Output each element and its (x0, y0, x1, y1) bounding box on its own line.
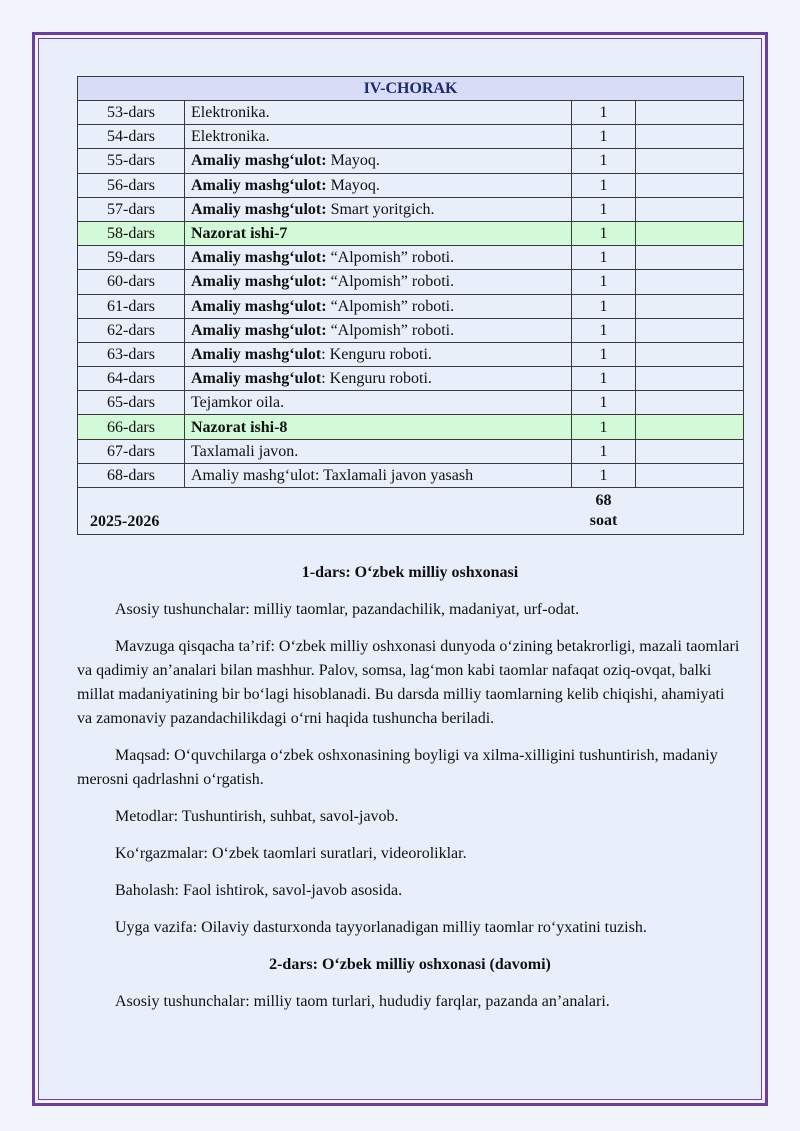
lesson-hours: 1 (572, 149, 636, 173)
lesson-topic-bold: Nazorat ishi-8 (191, 418, 288, 436)
lesson-topic-bold: Amaliy mashg‘ulot: (191, 273, 327, 291)
lesson-topic-bold: Amaliy mashg‘ulot: (191, 200, 327, 218)
lesson-topic-text: Taxlamali javon. (191, 442, 299, 460)
lesson-topic (185, 415, 572, 439)
lesson-topic-text: Mayoq. (326, 176, 380, 194)
lesson-topic (185, 221, 572, 245)
table-row (78, 149, 744, 173)
lesson2-concepts: Asosiy tushunchalar: milliy taom turlari, hududiy farqlar, pazanda an’analari. (115, 993, 610, 1010)
table-row (78, 270, 744, 294)
total-hours: 68 soat (572, 488, 636, 535)
lesson-topic-text: Mayoq. (326, 152, 380, 170)
lesson-text (77, 561, 743, 1014)
lesson-topic-bold: Amaliy mashg‘ulot: (191, 176, 327, 194)
empty-cell (636, 391, 744, 415)
lesson-topic (185, 101, 572, 125)
empty-cell (636, 101, 744, 125)
lesson-number: 61-dars (78, 294, 185, 318)
empty-cell (636, 221, 744, 245)
lesson-number: 54-dars (78, 125, 185, 149)
lesson-topic (185, 149, 572, 173)
lesson-topic-bold: Amaliy mashg‘ulot: (191, 249, 327, 267)
table-row (78, 125, 744, 149)
lesson1-goal: Maqsad: O‘quvchilarga o‘zbek oshxonasining boyligi va xilma-xilligini tushuntirish, madaniy merosni qadrlashni o‘rgatish. (77, 747, 718, 788)
table-row (78, 221, 744, 245)
lesson-hours: 1 (572, 246, 636, 270)
lesson1-title: 1-dars: O‘zbek milliy oshxonasi (301, 564, 519, 581)
lesson-plan-table (77, 76, 744, 535)
lesson2-title: 2-dars: O‘zbek milliy oshxonasi (davomi) (269, 956, 551, 973)
academic-year: 2025-2026 (78, 488, 185, 535)
lesson-topic (185, 439, 572, 463)
lesson-topic (185, 197, 572, 221)
lesson-topic-text: Amaliy mashg‘ulot: Taxlamali javon yasash (191, 466, 474, 484)
lesson-topic-bold: Amaliy mashg‘ulot (191, 345, 322, 363)
lesson-topic-text: Tejamkor oila. (191, 394, 285, 412)
lesson-topic-text: “Alpomish” roboti. (326, 297, 455, 315)
lesson1-description: Mavzuga qisqacha ta’rif: O‘zbek milliy oshxonasi dunyoda o‘zining betakrorligi, mazali taomlari va qadimiy an’analari bilan mashhur. Palov, somsa, lag‘mon kabi taomlar nafaqat oziq-ovqat, balki millat madaniyatining bir bo‘lagi hisoblanadi. Bu darsda milliy taomlarning kelib chiqishi, ahamiyati va zamonaviy pazandachilikdagi o‘rni haqida tushuncha beriladi. (77, 638, 740, 727)
lesson-topic-bold: Amaliy mashg‘ulot: (191, 152, 327, 170)
lesson-number: 64-dars (78, 367, 185, 391)
lesson-topic (185, 294, 572, 318)
lesson1-methods: Metodlar: Tushuntirish, suhbat, savol-javob. (115, 808, 399, 825)
lesson-hours: 1 (572, 294, 636, 318)
lesson-number: 67-dars (78, 439, 185, 463)
lesson1-concepts: Asosiy tushunchalar: milliy taomlar, pazandachilik, madaniyat, urf-odat. (115, 601, 580, 618)
empty-cell (636, 173, 744, 197)
table-row (78, 415, 744, 439)
lesson1-assessment: Baholash: Faol ishtirok, savol-javob asosida. (115, 882, 403, 899)
empty-cell (636, 318, 744, 342)
lesson-number: 68-dars (78, 463, 185, 487)
quarter-heading: IV-CHORAK (78, 77, 744, 101)
document-content (77, 76, 743, 1014)
lesson-hours: 1 (572, 221, 636, 245)
empty-cell (636, 415, 744, 439)
lesson-topic (185, 342, 572, 366)
lesson-topic (185, 318, 572, 342)
table-row (78, 197, 744, 221)
empty-cell (636, 149, 744, 173)
empty-cell (636, 270, 744, 294)
empty-cell (636, 367, 744, 391)
lesson-topic-bold: Nazorat ishi-7 (191, 225, 288, 243)
lesson-topic (185, 173, 572, 197)
lesson-hours: 1 (572, 197, 636, 221)
lesson-hours: 1 (572, 101, 636, 125)
empty-cell (636, 125, 744, 149)
lesson-number: 60-dars (78, 270, 185, 294)
table-row (78, 367, 744, 391)
table-row (78, 246, 744, 270)
table-body (78, 101, 744, 488)
lesson-topic-bold: Amaliy mashg‘ulot (191, 370, 322, 388)
empty-cell (636, 439, 744, 463)
lesson-number: 65-dars (78, 391, 185, 415)
lesson-topic (185, 270, 572, 294)
lesson-hours: 1 (572, 173, 636, 197)
lesson-hours: 1 (572, 439, 636, 463)
lesson-hours: 1 (572, 463, 636, 487)
empty-cell (636, 342, 744, 366)
table-row (78, 173, 744, 197)
lesson-number: 58-dars (78, 221, 185, 245)
lesson-number: 57-dars (78, 197, 185, 221)
lesson-hours: 1 (572, 367, 636, 391)
lesson-number: 53-dars (78, 101, 185, 125)
lesson-topic-text: : Kenguru roboti. (321, 345, 432, 363)
table-row (78, 318, 744, 342)
lesson1-homework: Uyga vazifa: Oilaviy dasturxonda tayyorlanadigan milliy taomlar ro‘yxatini tuzish. (115, 919, 647, 936)
lesson-topic (185, 463, 572, 487)
lesson-topic (185, 125, 572, 149)
table-row (78, 342, 744, 366)
empty-cell (636, 294, 744, 318)
lesson-topic (185, 246, 572, 270)
table-row (78, 391, 744, 415)
lesson-number: 55-dars (78, 149, 185, 173)
lesson-number: 62-dars (78, 318, 185, 342)
lesson1-visuals: Ko‘rgazmalar: O‘zbek taomlari suratlari, videoroliklar. (115, 845, 467, 862)
lesson-topic-text: Elektronika. (191, 104, 270, 122)
lesson-topic (185, 391, 572, 415)
lesson-topic-bold: Amaliy mashg‘ulot: (191, 297, 327, 315)
lesson-hours: 1 (572, 415, 636, 439)
lesson-topic-text: “Alpomish” roboti. (326, 321, 455, 339)
lesson-number: 66-dars (78, 415, 185, 439)
empty-cell (636, 197, 744, 221)
table-row (78, 101, 744, 125)
lesson-number: 56-dars (78, 173, 185, 197)
table-row (78, 294, 744, 318)
table-row (78, 463, 744, 487)
table-row (78, 439, 744, 463)
lesson-number: 59-dars (78, 246, 185, 270)
lesson-hours: 1 (572, 342, 636, 366)
lesson-hours: 1 (572, 391, 636, 415)
lesson-number: 63-dars (78, 342, 185, 366)
lesson-topic-text: “Alpomish” roboti. (326, 273, 455, 291)
lesson-topic-text: : Kenguru roboti. (321, 370, 432, 388)
lesson-topic (185, 367, 572, 391)
lesson-topic-text: “Alpomish” roboti. (326, 249, 455, 267)
lesson-hours: 1 (572, 318, 636, 342)
total-row (78, 488, 744, 535)
lesson-topic-text: Elektronika. (191, 128, 270, 146)
empty-cell (636, 463, 744, 487)
lesson-hours: 1 (572, 270, 636, 294)
lesson-topic-text: Smart yoritgich. (326, 200, 435, 218)
lesson-topic-bold: Amaliy mashg‘ulot: (191, 321, 327, 339)
lesson-hours: 1 (572, 125, 636, 149)
empty-cell (636, 246, 744, 270)
